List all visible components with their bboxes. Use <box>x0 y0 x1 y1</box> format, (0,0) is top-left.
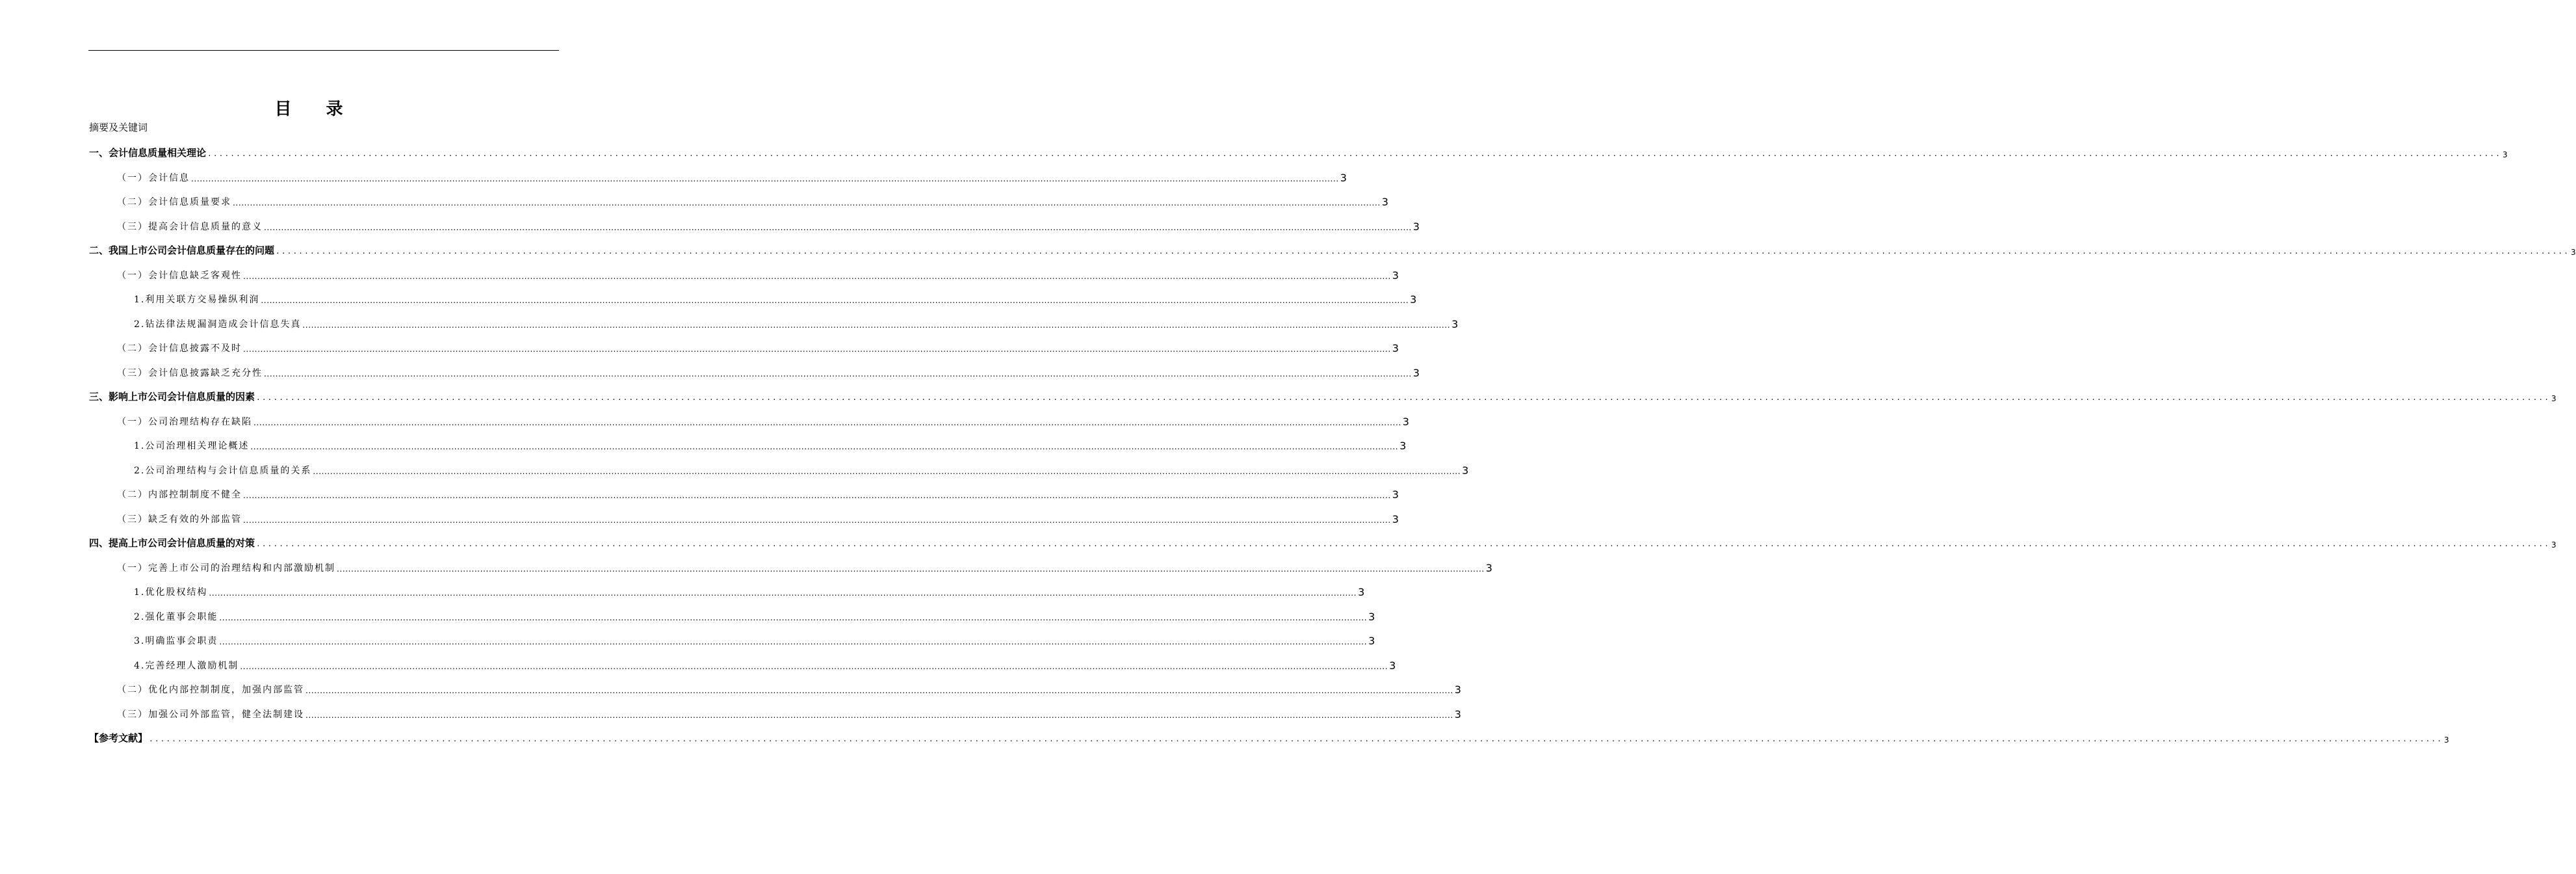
toc-entry-label: 二、我国上市公司会计信息质量存在的问题 <box>89 245 275 256</box>
toc-entry-label: （三）提高会计信息质量的意义 <box>117 221 263 232</box>
toc-dot-leader: ................................................................................................................................................................................................................................................................................................................................................................................................................ <box>256 540 2551 548</box>
toc-entry-page: 3 <box>1454 683 1461 696</box>
toc-dot-leader: ................................................................................................................................................................................................................................................................................................................................................................................................................ <box>264 369 1412 378</box>
toc-entry-page: 3 <box>1368 610 1375 623</box>
toc-dot-leader: ................................................................................................................................................................................................................................................................................................................................................................................................................ <box>264 222 1412 232</box>
toc-dot-leader: ................................................................................................................................................................................................................................................................................................................................................................................................................ <box>302 320 1451 330</box>
toc-dot-leader: ................................................................................................................................................................................................................................................................................................................................................................................................................ <box>243 271 1391 281</box>
toc-entry-page: 3 <box>2503 150 2508 159</box>
toc-dot-leader: ................................................................................................................................................................................................................................................................................................................................................................................................................ <box>207 150 2502 158</box>
toc-entry-label: （一）公司治理结构存在缺陷 <box>117 416 252 427</box>
header-rule <box>88 50 559 51</box>
toc-dot-leader: ................................................................................................................................................................................................................................................................................................................................................................................................................ <box>261 296 1409 305</box>
toc-entry-page: 3 <box>1392 269 1399 282</box>
toc-entry-label: 1.利用关联方交易操纵利润 <box>134 295 260 305</box>
toc-entry[interactable] <box>117 339 1399 354</box>
toc-entry-page: 3 <box>1402 415 1409 428</box>
toc-entry[interactable] <box>89 144 2508 159</box>
toc-entry[interactable] <box>89 388 2556 403</box>
toc-entry[interactable] <box>134 436 1407 452</box>
toc-entry-label: （二）会计信息质量要求 <box>117 197 231 207</box>
toc-entry-page: 3 <box>2444 735 2449 745</box>
toc-entry-label: （三）缺乏有效的外部监管 <box>117 514 242 525</box>
abstract-keywords-label: 摘要及关键词 <box>89 122 148 133</box>
toc-entry-page: 3 <box>1462 464 1469 477</box>
toc-entry-label: （三）会计信息披露缺乏充分性 <box>117 367 263 378</box>
toc-dot-leader: ................................................................................................................................................................................................................................................................................................................................................................................................................ <box>233 198 1381 207</box>
toc-entry[interactable] <box>134 315 1459 330</box>
toc-dot-leader: ................................................................................................................................................................................................................................................................................................................................................................................................................ <box>306 686 1453 695</box>
toc-entry-label: 1.公司治理相关理论概述 <box>134 441 250 451</box>
toc-dot-leader: ................................................................................................................................................................................................................................................................................................................................................................................................................ <box>149 735 2443 743</box>
toc-entry-page: 3 <box>1451 317 1459 330</box>
toc-dot-leader: ................................................................................................................................................................................................................................................................................................................................................................................................................ <box>243 515 1391 525</box>
toc-entry[interactable] <box>89 729 2449 745</box>
toc-entry[interactable] <box>134 290 1417 306</box>
toc-entry[interactable] <box>117 217 1420 233</box>
toc-entry-label: （二）内部控制制度不健全 <box>117 490 242 500</box>
toc-dot-leader: ................................................................................................................................................................................................................................................................................................................................................................................................................ <box>276 247 2570 256</box>
toc-entry-page: 3 <box>1368 635 1375 647</box>
toc-entry-label: （二）优化内部控制制度，加强内部监管 <box>117 685 304 695</box>
toc-entry-label: （一）完善上市公司的治理结构和内部激励机制 <box>117 563 335 574</box>
toc-entry[interactable] <box>117 364 1420 379</box>
toc-dot-leader: ................................................................................................................................................................................................................................................................................................................................................................................................................ <box>306 710 1453 720</box>
toc-entry-page: 3 <box>1392 488 1399 501</box>
toc-dot-leader: ................................................................................................................................................................................................................................................................................................................................................................................................................ <box>219 637 1368 646</box>
toc-entry-label: 2.强化董事会职能 <box>134 611 218 622</box>
toc-entry-page: 3 <box>1399 440 1407 452</box>
toc-dot-leader: ................................................................................................................................................................................................................................................................................................................................................................................................................ <box>219 613 1368 622</box>
toc-entry-page: 3 <box>1340 171 1347 184</box>
toc-entry-label: 三、影响上市公司会计信息质量的因素 <box>89 391 255 403</box>
toc-entry[interactable] <box>89 534 2556 550</box>
toc-entry-label: （二）会计信息披露不及时 <box>117 343 242 354</box>
toc-entry-page: 3 <box>1392 512 1399 525</box>
toc-entry[interactable] <box>117 559 1492 574</box>
toc-entry-page: 3 <box>1410 293 1417 306</box>
toc-dot-leader: ................................................................................................................................................................................................................................................................................................................................................................................................................ <box>243 345 1391 354</box>
toc-entry-label: （一）会计信息 <box>117 172 190 183</box>
toc-entry-label: 一、会计信息质量相关理论 <box>89 147 207 159</box>
toc-title: 目 录 <box>274 99 358 119</box>
toc-dot-leader: ................................................................................................................................................................................................................................................................................................................................................................................................................ <box>337 564 1485 574</box>
toc-dot-leader: ................................................................................................................................................................................................................................................................................................................................................................................................................ <box>243 491 1391 500</box>
toc-entry-page: 3 <box>1485 561 1492 574</box>
toc-entry-label: （一）会计信息缺乏客观性 <box>117 270 242 281</box>
toc-entry-page: 3 <box>1412 220 1420 233</box>
toc-dot-leader: ................................................................................................................................................................................................................................................................................................................................................................................................................ <box>256 393 2551 402</box>
toc-entry-label: 2.公司治理结构与会计信息质量的关系 <box>134 465 312 476</box>
toc-entry-page: 3 <box>1392 342 1399 354</box>
toc-entry[interactable] <box>117 412 1409 428</box>
toc-entry-label: 【参考文献】 <box>89 732 148 744</box>
toc-entry-page: 3 <box>2551 394 2556 403</box>
toc-entry-page: 3 <box>2571 248 2576 257</box>
toc-entry[interactable] <box>117 168 1347 184</box>
toc-entry[interactable] <box>117 485 1399 501</box>
toc-entry-label: 2.钻法律法规漏洞造成会计信息失真 <box>134 319 302 330</box>
toc-dot-leader: ................................................................................................................................................................................................................................................................................................................................................................................................................ <box>240 661 1388 671</box>
toc-entry[interactable] <box>134 656 1396 672</box>
toc-entry[interactable] <box>134 607 1375 623</box>
toc-dot-leader: ................................................................................................................................................................................................................................................................................................................................................................................................................ <box>313 466 1461 476</box>
toc-entry[interactable] <box>117 680 1461 696</box>
toc-entry[interactable] <box>117 510 1399 525</box>
toc-entry[interactable] <box>134 631 1375 647</box>
toc-entry-label: 1.优化股权结构 <box>134 587 208 598</box>
toc-entry-page: 3 <box>1454 708 1461 721</box>
toc-dot-leader: ................................................................................................................................................................................................................................................................................................................................................................................................................ <box>254 417 1401 427</box>
toc-entry-label: 3.明确监事会职责 <box>134 636 218 646</box>
toc-entry[interactable] <box>117 705 1461 721</box>
toc-dot-leader: ................................................................................................................................................................................................................................................................................................................................................................................................................ <box>250 442 1399 451</box>
toc-entry[interactable] <box>117 266 1399 282</box>
toc-entry-page: 3 <box>1412 366 1420 379</box>
toc-entry-page: 3 <box>1381 196 1388 208</box>
toc-entry[interactable] <box>134 461 1469 477</box>
toc-entry-label: 四、提高上市公司会计信息质量的对策 <box>89 537 255 549</box>
toc-entry[interactable] <box>134 583 1365 598</box>
toc-entry-page: 3 <box>1358 586 1365 598</box>
toc-entry-page: 3 <box>2551 540 2556 550</box>
toc-entry[interactable] <box>89 241 2576 257</box>
toc-dot-leader: ................................................................................................................................................................................................................................................................................................................................................................................................................ <box>191 174 1339 183</box>
toc-entry-label: （三）加强公司外部监管，健全法制建设 <box>117 709 304 720</box>
toc-entry[interactable] <box>117 192 1388 208</box>
toc-entry-label: 4.完善经理人激励机制 <box>134 660 239 671</box>
toc-dot-leader: ................................................................................................................................................................................................................................................................................................................................................................................................................ <box>209 589 1357 598</box>
toc-entry-page: 3 <box>1389 659 1396 672</box>
